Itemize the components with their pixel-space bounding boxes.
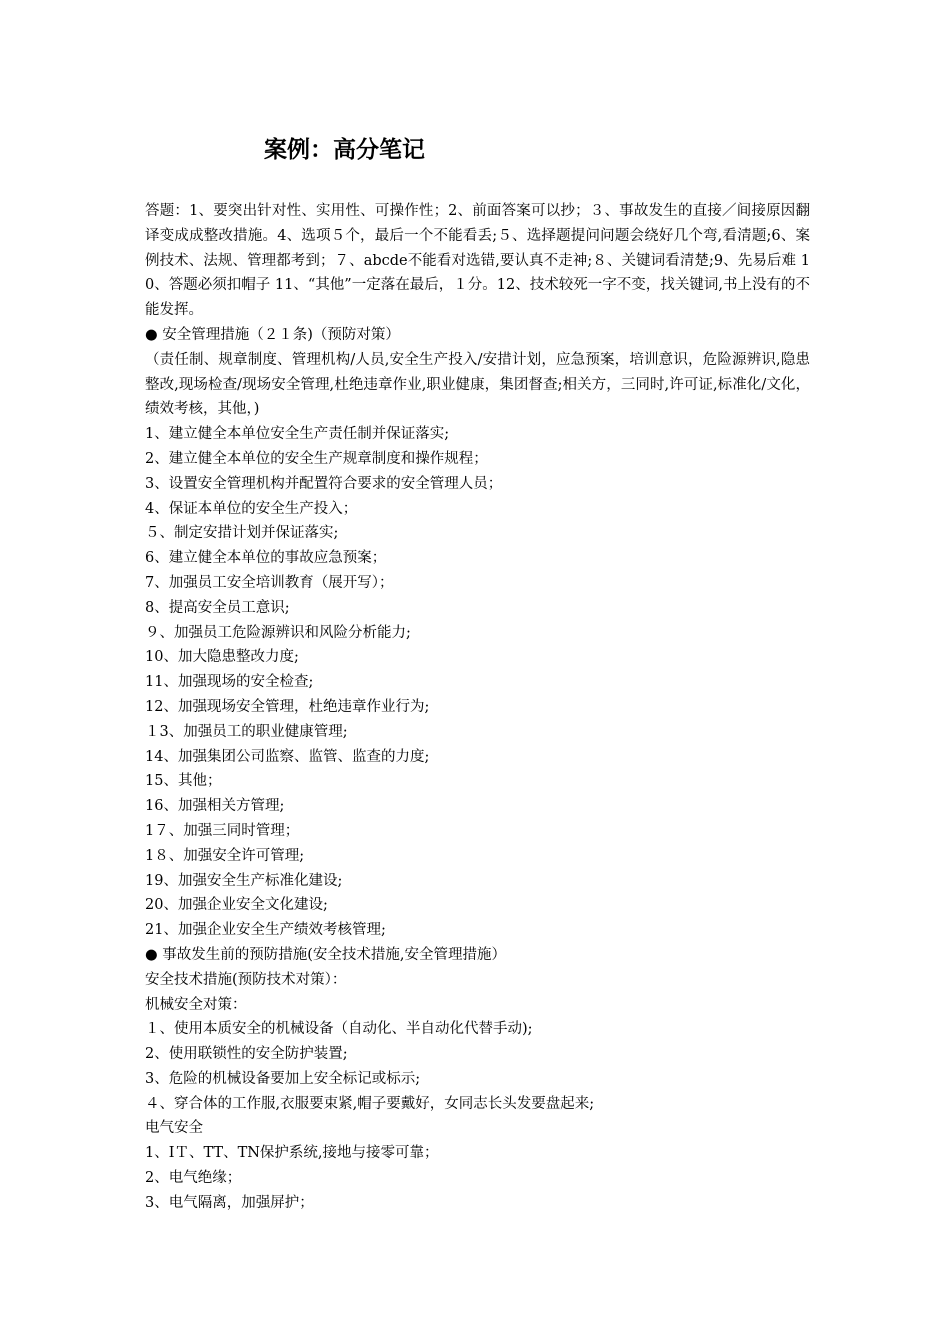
list-item: 1７、加强三同时管理； bbox=[145, 822, 300, 839]
list-item: 21、加强企业安全生产绩效考核管理; bbox=[145, 922, 386, 939]
list-item: 2、建立健全本单位的安全生产规章制度和操作规程； bbox=[145, 450, 488, 467]
list-item: 6、建立健全本单位的事故应急预案； bbox=[145, 550, 387, 567]
list-item: 20、加强企业安全文化建设; bbox=[145, 897, 328, 914]
list-item: 19、加强安全生产标准化建设; bbox=[145, 872, 343, 889]
list-item: 8、提高安全员工意识; bbox=[145, 599, 290, 616]
section1-summary: （责任制、规章制度、管理机构/人员,安全生产投入/安措计划，应急预案，培训意识，危险源辨识,隐患整改,现场检查/现场安全管理,杜绝违章作业,职业健康，集团督查;相关方，三同时,许可证,标准化/文化， 绩效考核，其他，) bbox=[145, 351, 810, 418]
section1-heading: ● 安全管理措施（２１条)（预防对策） bbox=[145, 326, 400, 343]
list-item: １、使用本质安全的机械设备（自动化、半自动化代替手动); bbox=[145, 1021, 533, 1038]
document-body bbox=[145, 199, 810, 1216]
list-item: ５、制定安措计划并保证落实; bbox=[145, 525, 339, 542]
list-item: 4、保证本单位的安全生产投入； bbox=[145, 500, 358, 517]
electrical-heading: 电气安全 bbox=[145, 1120, 203, 1137]
list-item: 3、危险的机械设备要加上安全标记或标示; bbox=[145, 1070, 421, 1087]
list-item: 3、设置安全管理机构并配置符合要求的安全管理人员； bbox=[145, 475, 503, 492]
list-item: １3、加强员工的职业健康管理; bbox=[145, 723, 348, 740]
list-item: 1、IＴ、TT、TN保护系统,接地与接零可靠； bbox=[145, 1145, 439, 1162]
intro-paragraph: 答题：1、要突出针对性、实用性、可操作性；2、前面答案可以抄；３、事故发生的直接／间接原因翻译变成成整改措施。4、选项５个，最后一个不能看丢;５、选择题提问问题会绕好几个弯,看清题;6、案例技术、法规、管理都考到；７、abcde不能看对选错,要认真不走神;８、关键词看清楚;9、先易后难 10、答题必须扣帽子 11、“其他”一定落在最后，１分。12、技术较死一字不变，找关键词,书上没有的不能发挥。 bbox=[145, 203, 810, 319]
list-item: 7、加强员工安全培训教育（展开写）； bbox=[145, 574, 394, 591]
list-item: 10、加大隐患整改力度; bbox=[145, 649, 299, 666]
list-item: 15、其他； bbox=[145, 773, 222, 790]
list-item: 14、加强集团公司监察、监管、监查的力度; bbox=[145, 748, 430, 765]
section2-subheading: 安全技术措施(预防技术对策）： bbox=[145, 971, 347, 988]
list-item: 1、建立健全本单位安全生产责任制并保证落实; bbox=[145, 426, 450, 443]
mechanical-heading: 机械安全对策： bbox=[145, 996, 247, 1013]
list-item: 3、电气隔离，加强屏护； bbox=[145, 1194, 314, 1211]
list-item: 1８、加强安全许可管理; bbox=[145, 847, 305, 864]
section2-heading: ● 事故发生前的预防措施(安全技术措施,安全管理措施） bbox=[145, 946, 507, 963]
page-title: 案例：高分笔记 bbox=[264, 137, 425, 163]
list-item: ４、穿合体的工作服,衣服要束紧,帽子要戴好，女同志长头发要盘起来; bbox=[145, 1095, 595, 1112]
list-item: 16、加强相关方管理; bbox=[145, 798, 285, 815]
list-item: 2、电气绝缘； bbox=[145, 1170, 242, 1187]
list-item: 12、加强现场安全管理，杜绝违章作业行为; bbox=[145, 698, 430, 715]
list-item: ９、加强员工危险源辨识和风险分析能力; bbox=[145, 624, 411, 641]
list-item: 11、加强现场的安全检查; bbox=[145, 674, 314, 691]
list-item: 2、使用联锁性的安全防护装置; bbox=[145, 1046, 348, 1063]
